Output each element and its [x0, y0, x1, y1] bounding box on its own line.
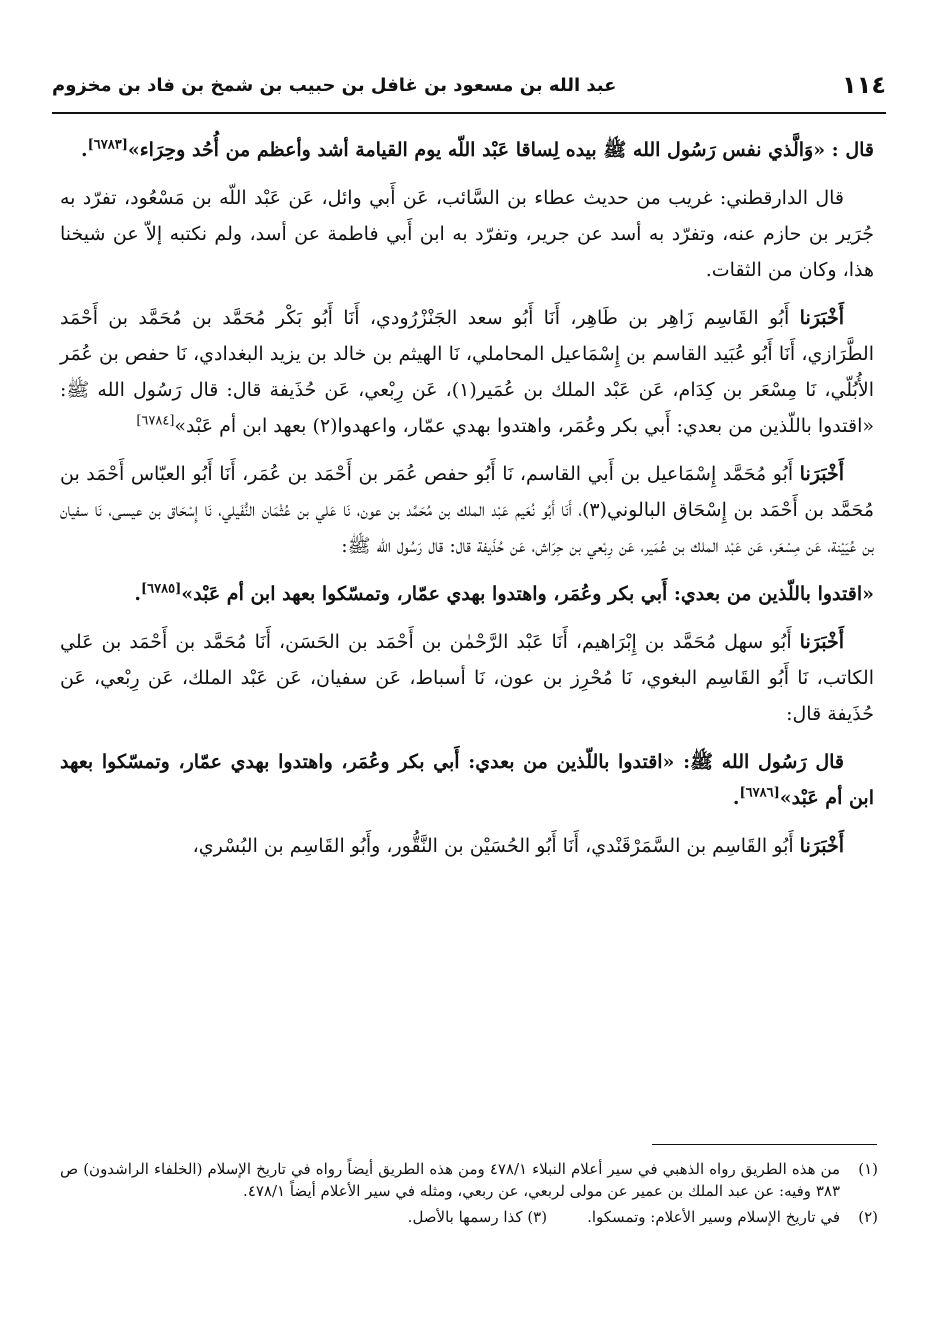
- paragraph-1-tail: .: [80, 139, 88, 161]
- header-rule: [52, 112, 886, 114]
- akhbarana-lead: أَخْبَرَنا: [799, 463, 844, 485]
- footnote-text: من هذه الطريق رواه الذهبي في سير أعلام النبلاء ٤٧٨/١ ومن هذه الطريق أيضاً رواه في تاريخ الإسلام (الخلفاء الراشدون) ص ٣٨٣ وفيه: عن عبد الملك بن عمير عن مولى لربعي، عن ربعي، ومثله في سير الأعلام أيضاً ٤٧٨/١.: [60, 1160, 840, 1200]
- paragraph-5: [60, 576, 874, 612]
- akhbarana-lead: أَخْبَرَنا: [799, 835, 844, 857]
- footnote-3: [408, 1206, 547, 1228]
- paragraph-8: [60, 828, 874, 864]
- footnote-1: [60, 1158, 878, 1202]
- hadith-ref: [٦٧٨٦]: [739, 785, 780, 801]
- paragraph-4: [60, 456, 874, 564]
- footnote-pair: [408, 1206, 840, 1228]
- footnotes: [60, 1158, 878, 1232]
- footnote-number: (٣): [527, 1208, 548, 1226]
- paragraph-3-text: أَبُو القَاسِم زَاهِر بن طَاهِر، أَنَا أَبُو سعد الجَنْزْرُودي، أَنَا أَبُو بَكْر مُحَمَّد بن مُحَمَّد بن أَحْمَد الطَّرَازي، أَنَا أَبُو عُبَيد القاسم بن إِسْمَاعيل المحاملي، نَا الهيثم بن خالد بن يزيد البغدادي، نَا حفص بن عُمَر الأُبُلّي، نَا مِسْعَر بن كِدَام، عَن عَبْد الملك بن عُمَير(١)، عَن رِبْعي، عَن حُذَيفة قال: قال رَسُول الله ﷺ: «اقتدوا باللّذين من بعدي: أَبي بكر وعُمَر، واهتدوا بهدي عمّار، واعهدوا(٢) بعهد ابن أم عَبْد»: [60, 307, 874, 437]
- paragraph-1: [60, 132, 874, 168]
- footnote-2-3-row: [60, 1206, 878, 1228]
- paragraph-5-text: «اقتدوا باللّذين من بعدي: أَبي بكر وعُمَر، واهتدوا بهدي عمّار، وتمسّكوا بعهد ابن أم عَبْد»: [181, 583, 874, 605]
- paragraph-2: [60, 180, 874, 288]
- page-header: [52, 62, 886, 108]
- running-head: عبد الله بن مسعود بن غافل بن حبيب بن شمخ بن فاد بن مخزوم: [52, 74, 617, 96]
- akhbarana-lead: أَخْبَرَنا: [799, 307, 844, 329]
- footnote-text: في تاريخ الإسلام وسير الأعلام: وتمسكوا.: [587, 1208, 840, 1226]
- hadith-ref: [٦٧٨٥]: [141, 581, 182, 597]
- hadith-ref: [٦٧٨٣]: [87, 137, 128, 153]
- footnote-number: (٢): [858, 1208, 878, 1226]
- hadith-ref: [٦٧٨٤]: [136, 413, 175, 429]
- akhbarana-lead: أَخْبَرَنا: [799, 631, 844, 653]
- paragraph-8-text: أَبُو القَاسِم بن السَّمَرْقَنْدي، أَنَا أَبُو الحُسَيْن بن النَّقُّور، وأَبُو القَاسِم بن البُسْري،: [192, 835, 800, 857]
- paragraph-2-text: قال الدارقطني: غريب من حديث عطاء بن السَّائب، عَن أَبي وائل، عَن عَبْد اللّه بن مَسْعُود، تفرّد به جُرَير بن حازم عنه، وتفرّد به أسد عن جرير، وتفرّد به ابن أَبي فاطمة عن أسد، ولم نكتبه إلاّ عن شيخنا هذا، وكان من الثقات.: [60, 187, 874, 281]
- paragraph-1-text: قال : «وَالَّذي نفس رَسُول الله ﷺ بيده لِساقا عَبْد اللّه يوم القيامة أشد وأعظم من أُحُد وحِرَاء»: [127, 139, 874, 161]
- paragraph-7: [60, 744, 874, 816]
- paragraph-4-text: أَبُو مُحَمَّد إِسْمَاعيل بن أَبي القاسم، نَا أَبُو حفص عُمَر بن أَحْمَد بن عُمَر، أَنَا أَبُو العبّاس أَحْمَد بن مُحَمَّد بن أَحْمَد بن إِسْحَاق البالوني(٣)، أَنَا أَبُو نُعَيم عَبْد الملك بن مُحَمَّد بن عون، نَا عَلي بن عُثْمَان النُّفَيلي، نَا إِسْحَاق بن عيسى، نَا سفيان بن عُيَيْنة، عَن مِسْعَر، عَن عَبْد الملك بن عُمَير، عَن رِبْعي بن حِرَاش، عَن حُذَيفة قال: قال رَسُول الله ﷺ:: [60, 463, 875, 557]
- main-text: [60, 132, 874, 876]
- paragraph-6-text: أَبُو سهل مُحَمَّد بن إِبْرَاهيم، أَنَا عَبْد الرَّحْمٰن بن أَحْمَد بن الحَسَن، أَنَا مُحَمَّد بن أَحْمَد بن عَلي الكاتب، نَا أَبُو القَاسِم البغوي، نَا مُحْرِز بن عون، نَا أسباط، عَن سفيان، عَن عَبْد الملك، عَن رِبْعي، عَن حُذَيفة قال:: [60, 631, 874, 725]
- paragraph-3: [60, 300, 874, 444]
- paragraph-6: [60, 624, 874, 732]
- footnote-text: كذا رسمها بالأصل.: [407, 1208, 523, 1226]
- footnote-number: (١): [858, 1160, 878, 1178]
- paragraph-7-text: قال رَسُول الله ﷺ: «اقتدوا باللّذين من بعدي: أَبي بكر وعُمَر، واهتدوا بهدي عمّار، وتمسّكوا بعهد ابن أم عَبْد»: [60, 751, 874, 809]
- paragraph-5-tail: .: [134, 583, 142, 605]
- page-number: ١١٤: [842, 71, 886, 99]
- paragraph-7-tail: .: [732, 787, 740, 809]
- footnote-rule: [652, 1144, 877, 1145]
